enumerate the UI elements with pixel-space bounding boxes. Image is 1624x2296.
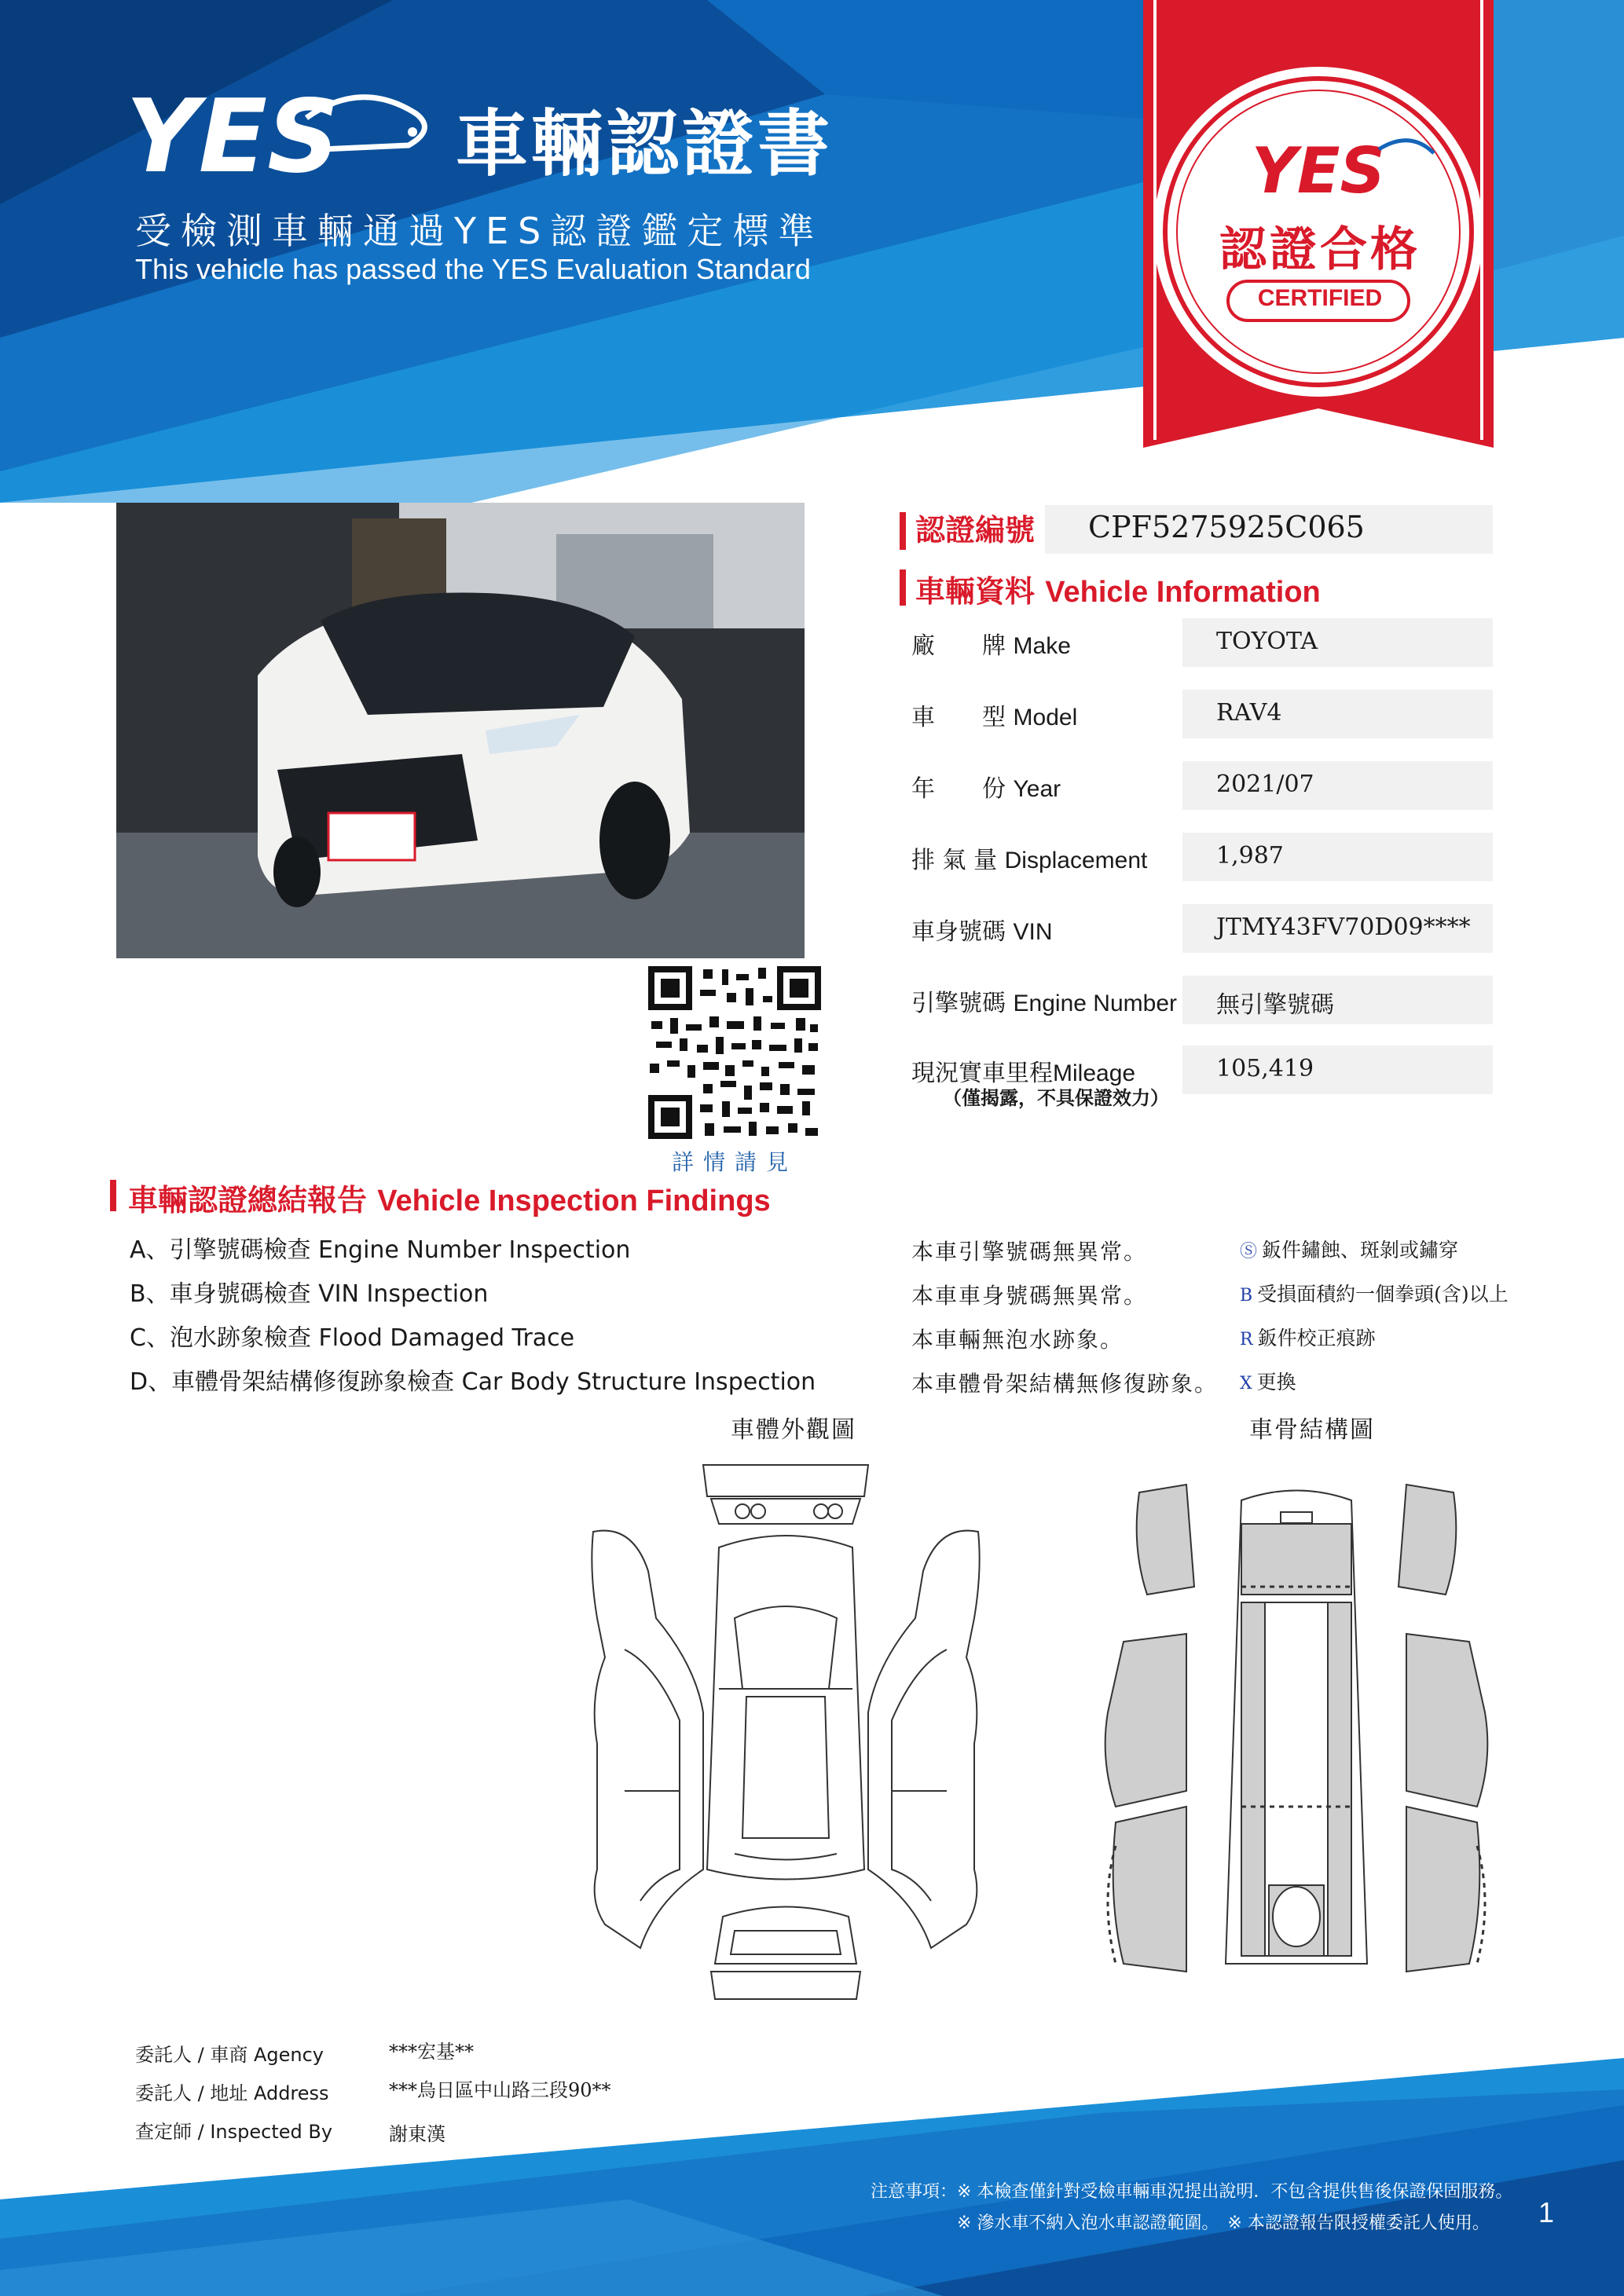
finding-vin: B、車身號碼檢查 VIN Inspection xyxy=(130,1280,489,1308)
qr-code[interactable] xyxy=(648,966,821,1139)
seal-certified-text: 認證合格 xyxy=(1219,222,1421,277)
vehicle-info-heading xyxy=(915,567,1321,610)
vehicle-info-row-displacement xyxy=(911,833,1493,881)
finding-result-flood: 本車輛無泡水跡象。 xyxy=(911,1327,1124,1353)
info-label: 車身號碼 VIN xyxy=(911,918,1053,946)
finding-result-engine-number: 本車引擎號碼無異常。 xyxy=(911,1239,1148,1265)
legend-repair: R 鈑件校正痕跡 xyxy=(1240,1327,1376,1349)
footer-notice-2: ※ 滲水車不納入泡水車認證範圍。 ※ 本認證報告限授權委託人使用。 xyxy=(957,2214,1490,2233)
mileage-note: （僅揭露，不具保證效力） xyxy=(943,1087,1169,1109)
agency-value: ***宏基** xyxy=(389,2041,474,2063)
address-value: ***烏日區中山路三段90** xyxy=(389,2079,611,2101)
vehicle-info-row-make xyxy=(911,618,1493,667)
finding-result-vin: 本車車身號碼無異常。 xyxy=(911,1283,1148,1309)
vehicle-info-bar xyxy=(900,569,906,606)
footer-background xyxy=(0,2042,1624,2296)
yes-logo-text: YES xyxy=(126,79,340,189)
legend-damage: B 受損面積約一個拳頭(含)以上 xyxy=(1240,1283,1509,1305)
findings-heading-zh: 車輛認證總結報告 xyxy=(128,1183,368,1218)
info-value-engine-number: 無引擎號碼 xyxy=(1216,991,1334,1019)
info-value-model: RAV4 xyxy=(1216,699,1282,727)
vehicle-photo xyxy=(116,503,805,958)
finding-body-structure: D、車體骨架結構修復跡象檢查 Car Body Structure Inspection xyxy=(130,1368,816,1396)
vehicle-info-heading-en: Vehicle Information xyxy=(1045,576,1321,609)
info-value-displacement: 1,987 xyxy=(1216,842,1284,870)
exterior-diagram xyxy=(585,1461,986,2003)
info-label: 年 份 Year xyxy=(911,775,1061,803)
vehicle-info-row-vin xyxy=(911,904,1493,953)
structure-diagram xyxy=(1100,1477,1493,1979)
cert-number-label: 認證編號 xyxy=(915,513,1036,547)
inspector-value: 謝東漢 xyxy=(389,2123,445,2145)
vehicle-info-heading-zh: 車輛資料 xyxy=(915,574,1036,609)
agency-label: 委託人 / 車商 Agency xyxy=(135,2044,324,2066)
findings-bar xyxy=(110,1180,116,1211)
cert-number-value: CPF5275925C065 xyxy=(1088,510,1365,544)
info-label: 車 型 Model xyxy=(911,704,1078,731)
vehicle-info-row-model xyxy=(911,690,1493,738)
seal-logo-text: YES xyxy=(1251,134,1386,207)
address-label: 委託人 / 地址 Address xyxy=(135,2082,329,2104)
info-label: 排 氣 量 Displacement xyxy=(911,847,1148,874)
document-title: 車輛認證書 xyxy=(456,102,834,186)
vehicle-info-row-engine-number xyxy=(911,976,1493,1024)
vehicle-info-row-year xyxy=(911,761,1493,810)
info-value-vin: JTMY43FV70D09**** xyxy=(1216,914,1471,941)
findings-heading xyxy=(128,1176,771,1219)
info-value-mileage: 105,419 xyxy=(1216,1055,1314,1082)
structure-diagram-title: 車骨結構圖 xyxy=(1249,1416,1375,1444)
finding-engine-number: A、引擎號碼檢查 Engine Number Inspection xyxy=(130,1236,631,1264)
qr-caption: 詳情請見 xyxy=(671,1149,797,1175)
inspector-label: 查定師 / Inspected By xyxy=(135,2121,333,2143)
page-number: 1 xyxy=(1538,2196,1555,2228)
exterior-diagram-title: 車體外觀圖 xyxy=(731,1416,856,1444)
cert-number-bar xyxy=(900,512,906,550)
legend-replaced: X 更換 xyxy=(1240,1371,1296,1393)
yes-logo xyxy=(126,71,440,189)
subtitle-english: This vehicle has passed the YES Evaluation Standard xyxy=(135,253,811,285)
subtitle-chinese: 受檢測車輛通過YES認證鑑定標準 xyxy=(135,210,824,252)
findings-heading-en: Vehicle Inspection Findings xyxy=(377,1185,771,1218)
legend-rust: Ⓢ 鈑件鏽蝕、斑剝或鏽穿 xyxy=(1240,1239,1459,1262)
info-label: 現況實車里程Mileage xyxy=(911,1060,1136,1087)
finding-result-body-structure: 本車體骨架結構無修復跡象。 xyxy=(911,1371,1219,1397)
info-label: 廠 牌 Make xyxy=(911,632,1071,660)
info-value-year: 2021/07 xyxy=(1216,771,1314,798)
info-value-make: TOYOTA xyxy=(1216,628,1318,655)
info-label: 引擎號碼 Engine Number xyxy=(911,990,1177,1017)
seal-certified-badge: CERTIFIED xyxy=(1257,285,1383,311)
finding-flood: C、泡水跡象檢查 Flood Damaged Trace xyxy=(130,1324,575,1352)
footer-notice-1: 注意事項：※ 本檢查僅針對受檢車輛車況提出說明．不包含提供售後保證保固服務。 xyxy=(871,2182,1513,2202)
